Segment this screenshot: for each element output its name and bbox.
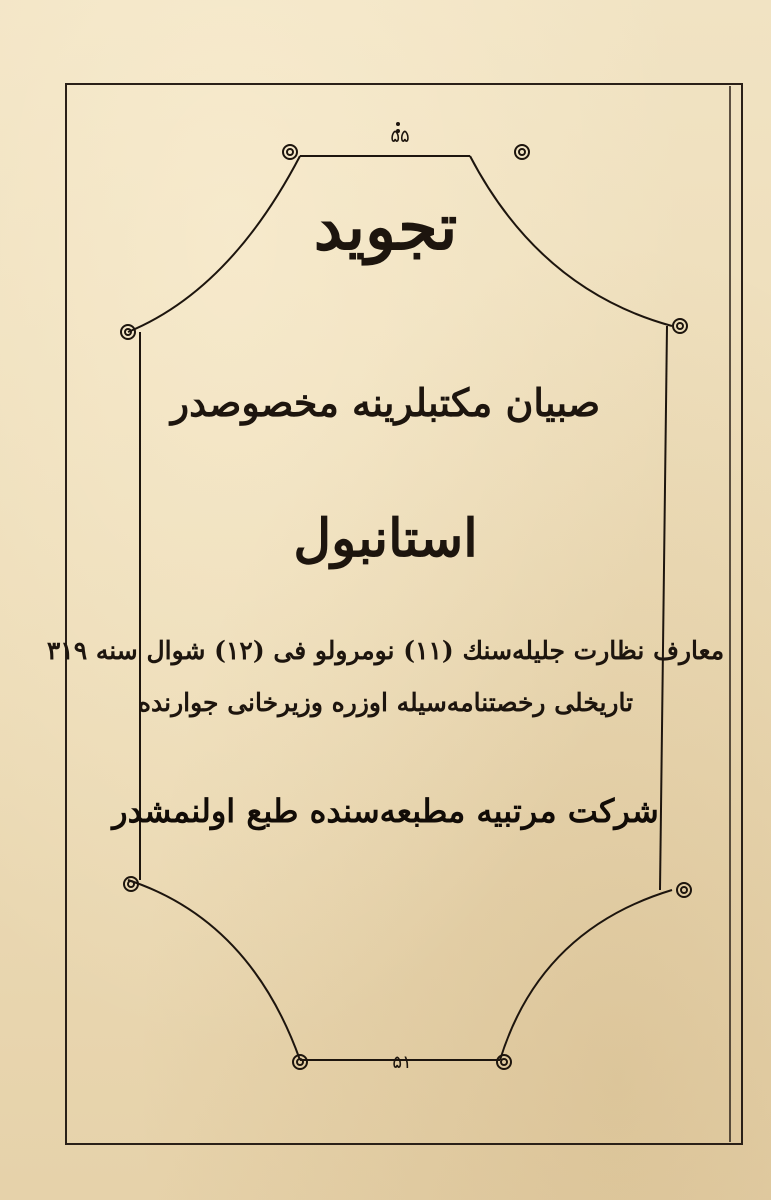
book-title: تجوید bbox=[313, 190, 458, 265]
bottom-ornament: ۵۱ bbox=[392, 1052, 412, 1073]
publication-city: استانبول bbox=[293, 508, 478, 569]
ornamental-frame bbox=[121, 145, 691, 1069]
approval-line-2: تاریخلی رخصتنامه‌سیله اوزره وزیرخانی جوارنده bbox=[137, 688, 634, 717]
approval-line-1: معارف نظارت جلیله‌سنك (۱۱) نومرولو فی (۱۲) شوال سنه ۳۱۹ bbox=[46, 636, 725, 665]
top-ornament: ۵۵ bbox=[390, 126, 410, 147]
printer-imprint: شرکت مرتبیه مطبعه‌سنده طبع اولنمشدر bbox=[112, 792, 659, 830]
book-subtitle: صبیان مکتبلرینه مخصوصدر bbox=[170, 380, 601, 425]
